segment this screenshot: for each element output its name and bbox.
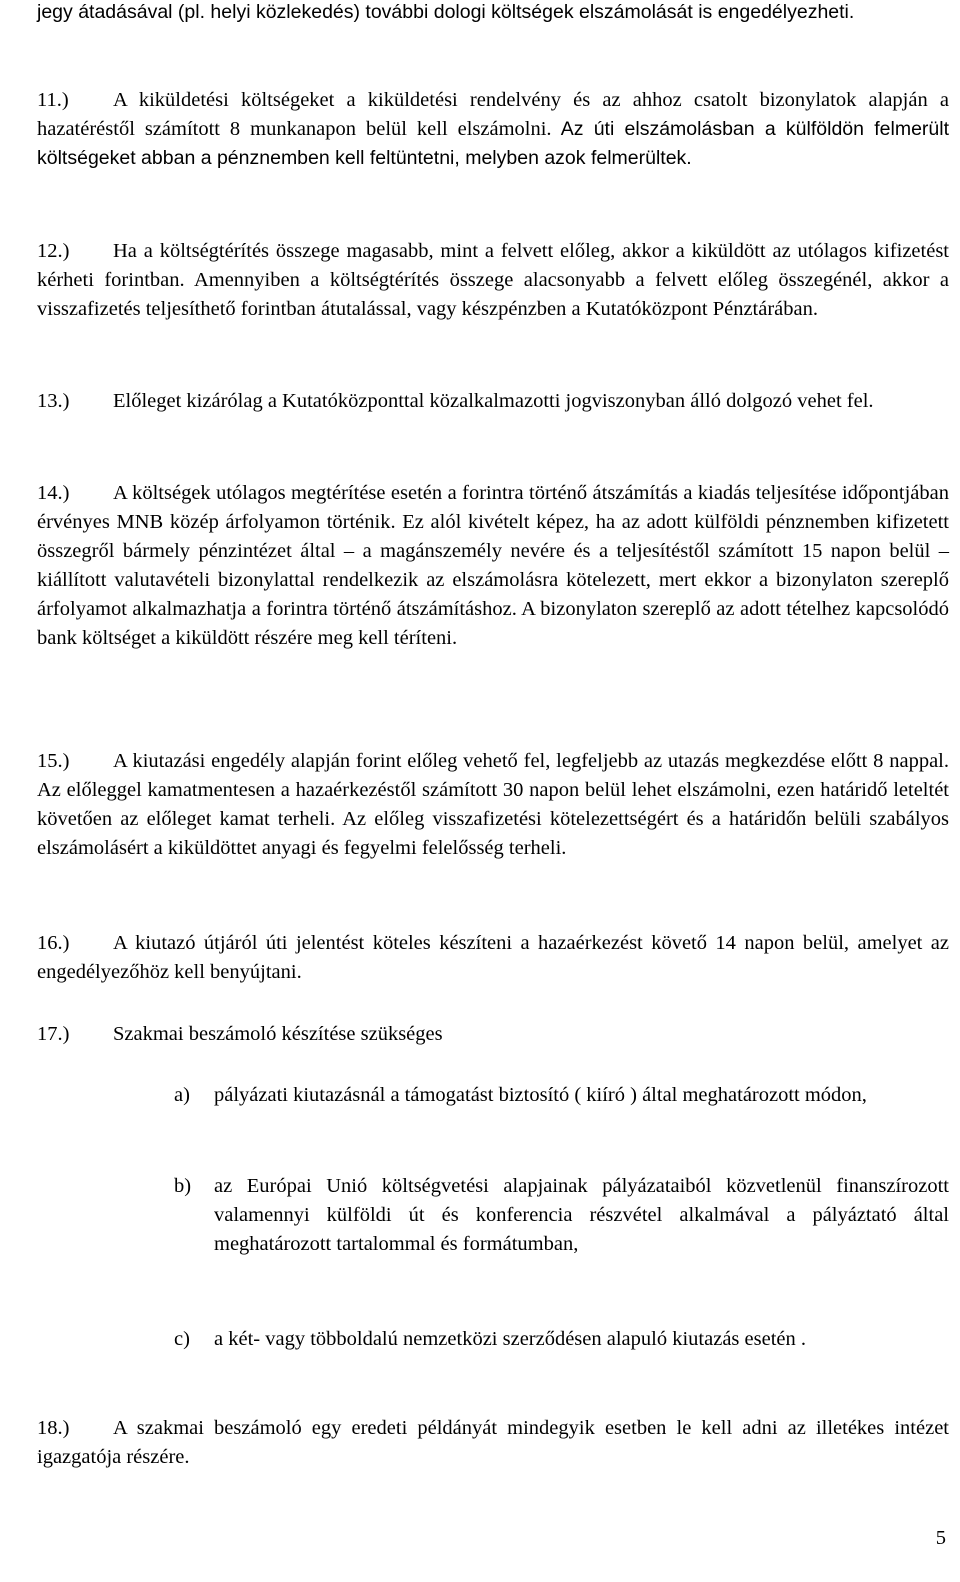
subitem-b (174, 1172, 949, 1259)
item-text: Előleget kizárólag a Kutatóközponttal közalkalmazotti jogviszonyban álló dolgozó vehet fel. (113, 390, 874, 412)
item-text: Szakmai beszámoló készítése szükséges (113, 1023, 443, 1045)
item-text: Ha a költségtérítés összege magasabb, mint a felvett előleg, akkor a kiküldött az utólagos kifizetést kérheti forintban. (37, 240, 949, 291)
item-text: A kiutazó útjáról úti jelentést köteles készíteni a hazaérkezést követő 14 napon belül, amelyet az engedélyezőhöz kell benyújtani. (37, 932, 949, 983)
item-16 (37, 929, 949, 987)
item-text: Amennyiben a költségtérítés összege alacsonyabb a felvett előleg összegénél, akkor a visszafizetés teljesíthető forintban átutalással, vagy készpénzben a Kutatóközpont Pénztárában. (37, 269, 950, 320)
item-15 (37, 747, 949, 863)
subitem-c (174, 1325, 949, 1354)
intro-paragraph: jegy átadásával (pl. helyi közlekedés) további dologi költségek elszámolását is engedélyezheti. (37, 1, 855, 23)
item-17 (37, 1020, 949, 1049)
subitem-text: az Európai Unió költségvetési alapjainak pályázataiból közvetlenül finanszírozott valamennyi külföldi út és konferencia részvétel alkalmával a pályáztató által meghatározott tartalommal és formátumban, (214, 1175, 949, 1255)
subitem-a (174, 1081, 949, 1110)
item-text-sans: Az úti elszámolásban a külföldön felmerült költségeket abban a pénznemben kell feltüntetni, melyben azok felmerültek. (37, 118, 949, 169)
item-text: A szakmai beszámoló egy eredeti példányát mindegyik esetben le kell adni az illetékes intézet igazgatója részére. (37, 1417, 949, 1468)
item-18 (37, 1414, 949, 1472)
subitem-text: pályázati kiutazásnál a támogatást biztosító ( kiíró ) által meghatározott módon, (214, 1084, 867, 1106)
item-number: 17.) (37, 1023, 70, 1045)
item-13 (37, 387, 949, 416)
item-number: 18.) (37, 1417, 70, 1439)
page-number: 5 (935, 1527, 946, 1549)
item-text: A kiutazási engedély alapján forint előleg vehető fel, legfeljebb az utazás megkezdése előtt 8 nappal. Az előleggel kamatmentesen a hazaérkezéstől számított 30 napon belül lehet elszámolni, ezen határidő leteltét követően az előleget kamat terheli. Az előleg visszafizetési kötelezettségért és a határidőn belüli szabályos elszámolásért a kiküldöttet anyagi és fegyelmi felelősség terheli. (37, 750, 949, 859)
item-number: 13.) (37, 390, 70, 412)
item-number: 15.) (37, 750, 70, 772)
item-text: A költségek utólagos megtérítése esetén a forintra történő átszámítás a kiadás teljesítése időpontjában érvényes MNB közép árfolyamon történik. Ez alól kivételt képez, ha az adott külföldi pénznemben kifizetett összegről bármely pénzintézet által – a magánszemély nevére és a teljesítéstől számított 15 napon belül – kiállított valutavételi bizonylattal rendelkezik az elszámolásra kötelezett, mert ekkor a bizonylaton szereplő árfolyamot alkalmazhatja a forintra történő átszámításhoz. A bizonylaton szereplő az adott tételhez kapcsolódó bank költséget a kiküldött részére meg kell téríteni. (37, 482, 949, 649)
subitem-label: a) (174, 1084, 190, 1106)
item-text: A kiküldetési költségeket a kiküldetési rendelvény és az ahhoz csatolt bizonylatok alapján a hazatéréstől számított 8 munkanapon belül kell elszámolni. (37, 89, 949, 140)
item-12 (37, 237, 949, 324)
item-11 (37, 86, 949, 173)
item-number: 12.) (37, 240, 70, 262)
item-14 (37, 479, 949, 653)
subitem-label: b) (174, 1175, 192, 1197)
subitem-label: c) (174, 1328, 190, 1350)
item-number: 11.) (37, 89, 69, 111)
item-number: 14.) (37, 482, 70, 504)
item-number: 16.) (37, 932, 70, 954)
subitem-text: a két- vagy többoldalú nemzetközi szerződésen alapuló kiutazás esetén . (214, 1328, 806, 1350)
